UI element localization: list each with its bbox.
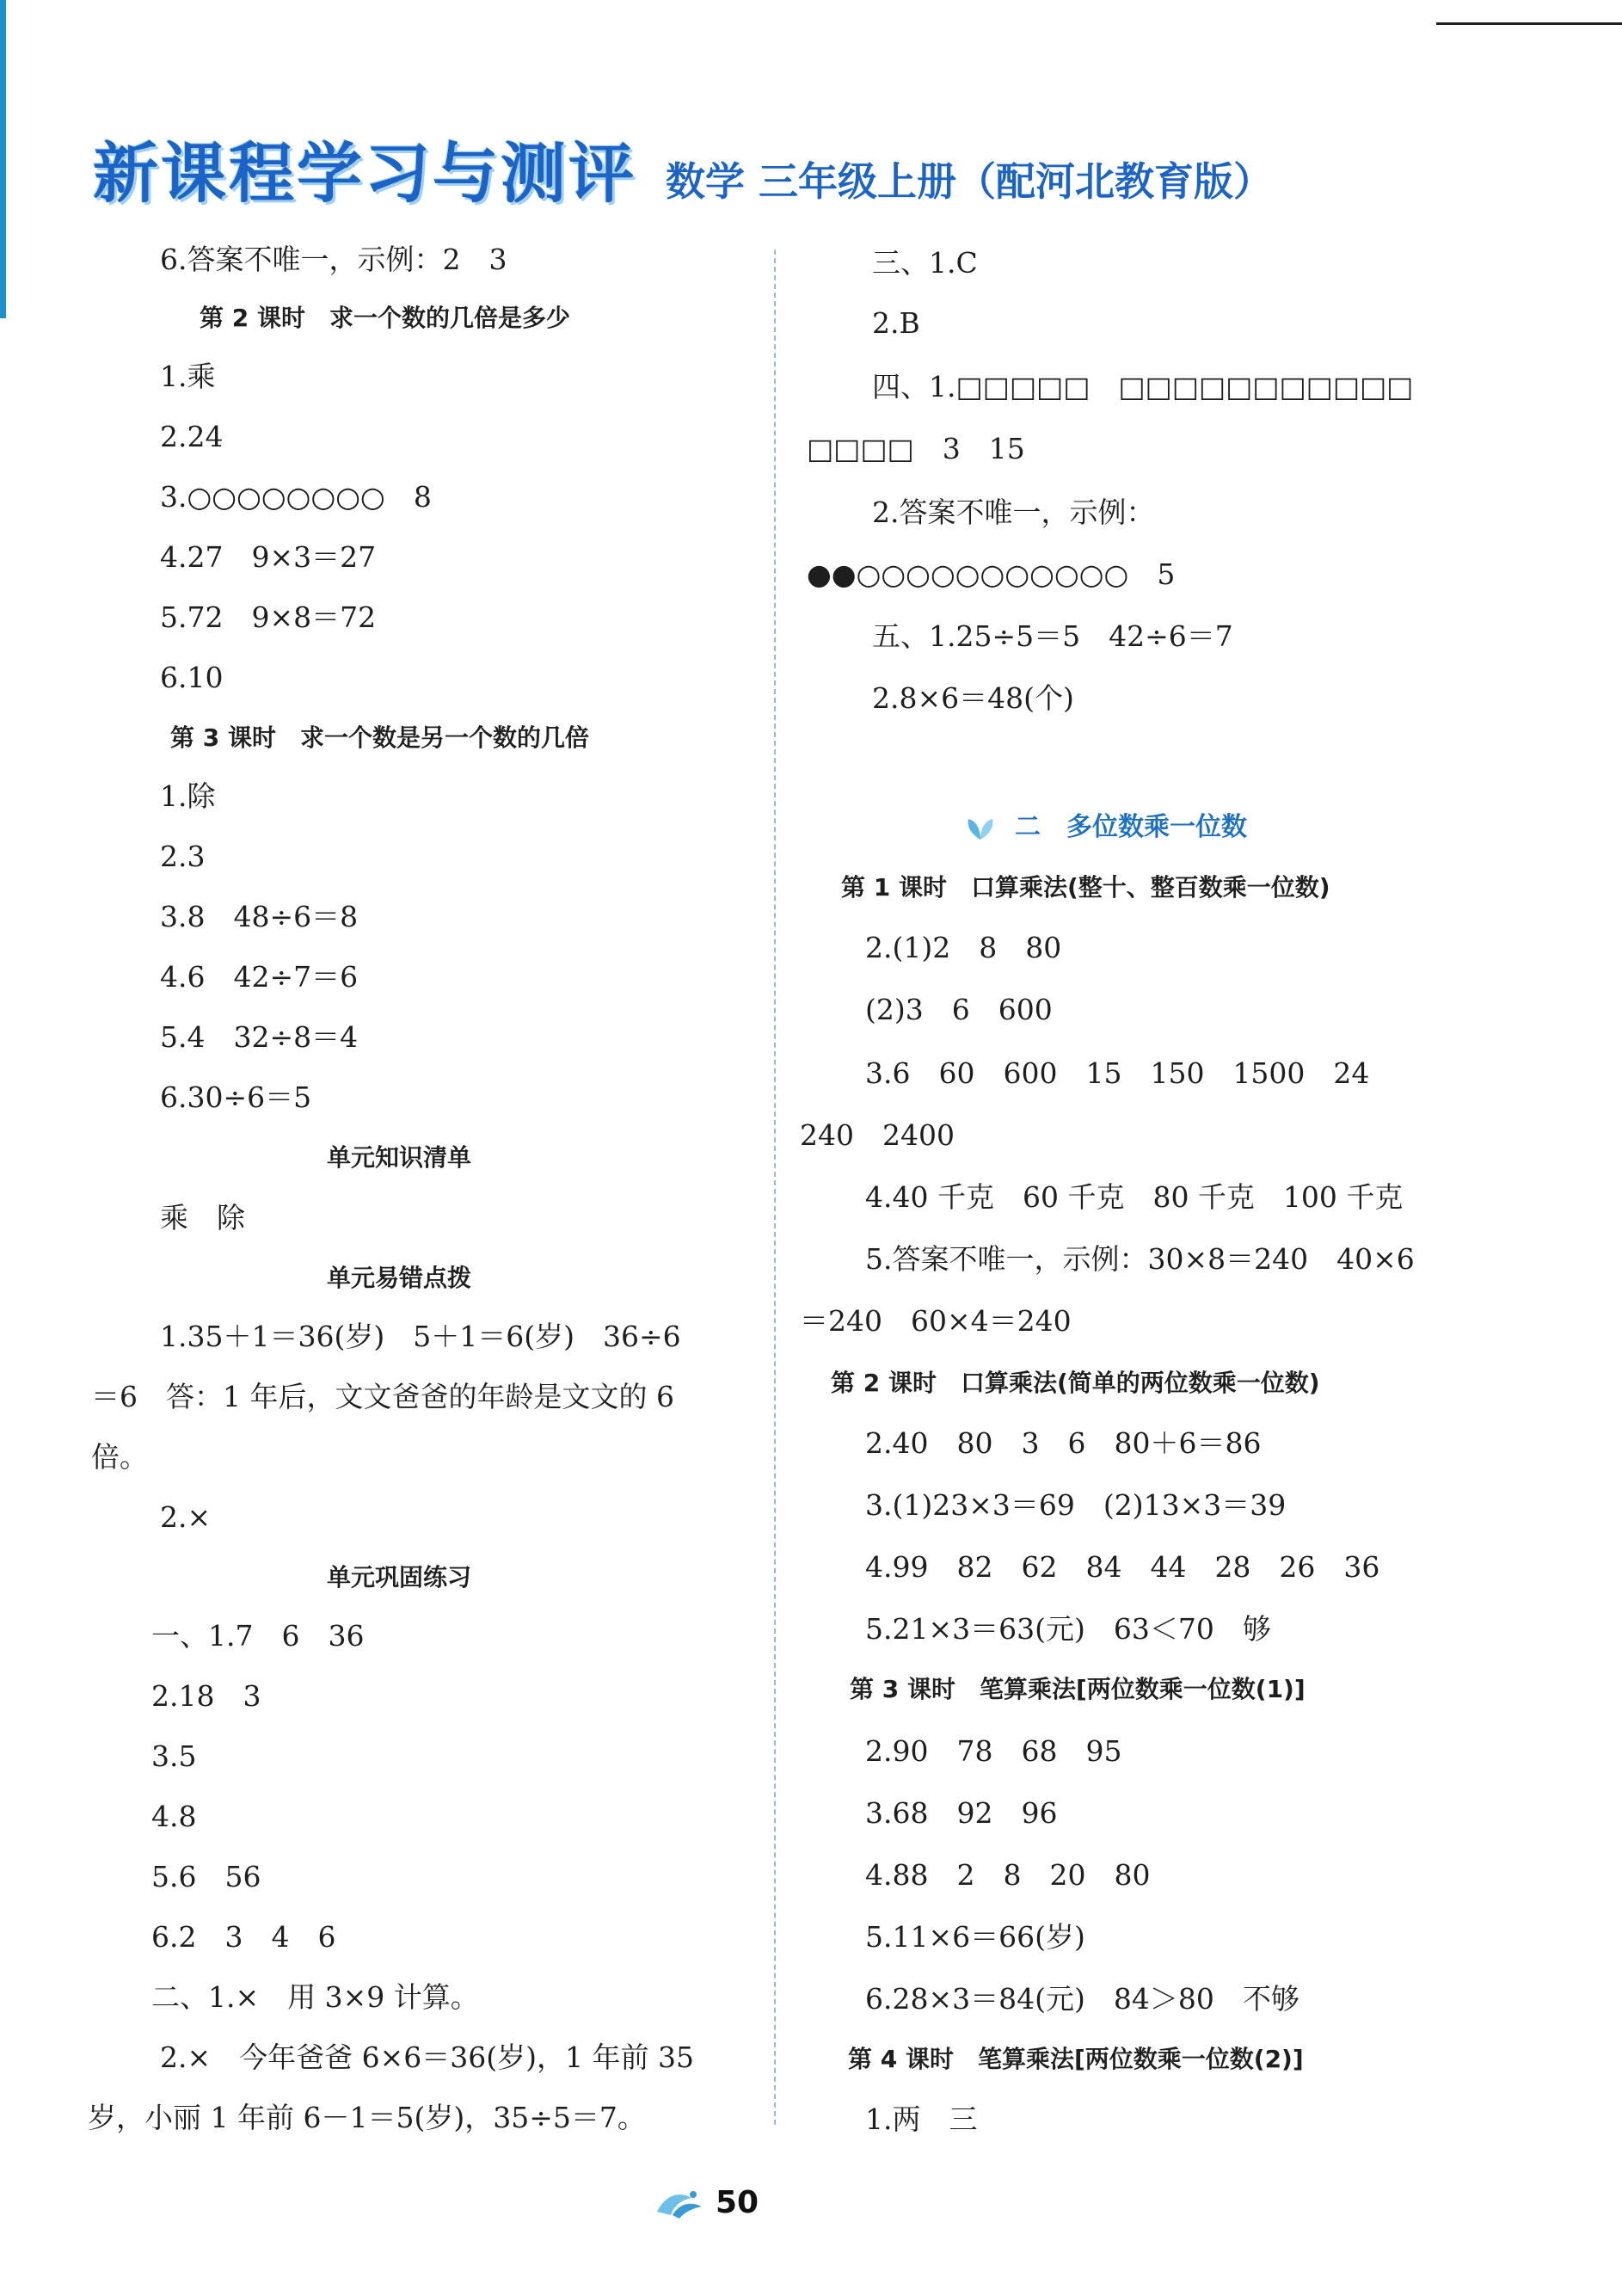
section-heading: 单元易错点拨	[327, 1264, 472, 1292]
section-heading: 第 3 课时 求一个数是另一个数的几倍	[170, 723, 589, 752]
brand-title: 新课程学习与测评	[93, 135, 636, 212]
answer-line: 1.除	[160, 779, 216, 813]
chapter-title: 二 多位数乘一位数	[1015, 812, 1247, 842]
answer-line: 5.72 9×8＝72	[160, 600, 377, 634]
answer-line: 2.18 3	[151, 1679, 261, 1713]
answer-line: 2.(1)2 8 80	[865, 931, 1062, 964]
answer-line: (2)3 6 600	[865, 993, 1053, 1026]
answer-line: 四、1.□□□□□ □□□□□□□□□□□	[872, 370, 1414, 403]
answer-line: 乘 除	[160, 1201, 245, 1234]
answer-line: 5.4 32÷8＝4	[160, 1020, 359, 1054]
left-column	[0, 0, 705, 2296]
answer-line: 5.21×3＝63(元) 63＜70 够	[865, 1612, 1271, 1646]
answer-line: ＝240 60×4＝240	[800, 1304, 1072, 1338]
section-heading: 单元知识清单	[327, 1143, 472, 1172]
answer-line: 6.2 3 4 6	[151, 1920, 336, 1954]
answer-line: 3.8 48÷6＝8	[160, 900, 359, 933]
answer-line: 2.× 今年爸爸 6×6＝36(岁)，1 年前 35	[160, 2041, 694, 2074]
answer-line: 2.×	[160, 1500, 212, 1534]
chapter-heading	[963, 810, 1247, 845]
answer-line: 4.40 千克 60 千克 80 千克 100 千克	[865, 1180, 1404, 1214]
answer-line: 4.8	[151, 1800, 197, 1833]
answer-line: 岁，小丽 1 年前 6－1＝5(岁)，35÷5＝7。	[88, 2101, 646, 2134]
answer-line: 2.24	[160, 420, 224, 453]
answer-line: 五、1.25÷5＝5 42÷6＝7	[872, 619, 1233, 653]
answer-line: 二、1.× 用 3×9 计算。	[151, 1980, 479, 2014]
answer-line: 2.40 80 3 6 80＋6＝86	[865, 1426, 1262, 1460]
answer-line: ＝6 答：1 年后，文文爸爸的年龄是文文的 6	[91, 1380, 674, 1413]
answer-line: ●●○○○○○○○○○○○ 5	[807, 557, 1176, 591]
answer-line: 1.35＋1＝36(岁) 5＋1＝6(岁) 36÷6	[160, 1320, 681, 1353]
answer-line: 三、1.C	[872, 246, 978, 280]
answer-line: 4.99 82 62 84 44 28 26 36	[865, 1550, 1380, 1584]
answer-line: □□□□ 3 15	[807, 432, 1025, 465]
answer-line: 6.28×3＝84(元) 84＞80 不够	[865, 1982, 1299, 2016]
section-heading: 单元巩固练习	[327, 1563, 472, 1591]
answer-line: 3.5	[151, 1739, 197, 1773]
answer-line: 3.(1)23×3＝69 (2)13×3＝39	[865, 1488, 1287, 1522]
answer-line: 6.30÷6＝5	[160, 1080, 312, 1114]
right-column	[800, 0, 1505, 2296]
answer-line: 一、1.7 6 36	[151, 1619, 365, 1653]
answer-line: 2.3	[160, 840, 206, 873]
answer-line: 2.答案不唯一，示例：	[872, 496, 1155, 529]
answer-line: 2.90 78 68 95	[865, 1734, 1122, 1768]
answer-line: 4.27 9×3＝27	[160, 540, 377, 574]
answer-line: 3.6 60 600 15 150 1500 24	[865, 1056, 1370, 1090]
answer-line: 6.10	[160, 661, 224, 694]
answer-line: 5.11×6＝66(岁)	[865, 1920, 1085, 1954]
section-heading: 第 3 课时 笔算乘法[两位数乘一位数(1)]	[850, 1675, 1306, 1703]
section-heading: 第 1 课时 口算乘法(整十、整百数乘一位数)	[841, 873, 1330, 902]
book-subtitle: 数学 三年级上册（配河北教育版）	[666, 158, 1274, 205]
answer-line: 2.B	[872, 306, 920, 340]
answer-line: 4.6 42÷7＝6	[160, 960, 359, 994]
page-number: 50	[716, 2185, 759, 2220]
section-heading: 第 2 课时 求一个数的几倍是多少	[200, 304, 570, 332]
section-heading: 第 4 课时 笔算乘法[两位数乘一位数(2)]	[848, 2045, 1304, 2073]
answer-line: 3.○○○○○○○○ 8	[160, 480, 432, 514]
answer-line: 240 2400	[800, 1118, 955, 1152]
answer-line: 5.答案不唯一，示例：30×8＝240 40×6	[865, 1242, 1415, 1276]
answer-line: 倍。	[91, 1440, 148, 1474]
answer-line: 2.8×6＝48(个)	[872, 681, 1074, 715]
column-divider	[774, 249, 776, 2125]
leaf-ornament-icon	[654, 2186, 705, 2220]
answer-line: 3.68 92 96	[865, 1796, 1058, 1830]
answer-line: 1.乘	[160, 360, 216, 393]
answer-line: 6.答案不唯一，示例：2 3	[160, 243, 507, 276]
answer-line: 5.6 56	[151, 1860, 261, 1893]
leaf-icon	[963, 816, 998, 841]
answer-line: 4.88 2 8 20 80	[865, 1858, 1151, 1892]
section-heading: 第 2 课时 口算乘法(简单的两位数乘一位数)	[831, 1369, 1320, 1397]
answer-line: 1.两 三	[865, 2102, 978, 2136]
page-footer	[654, 2185, 759, 2220]
